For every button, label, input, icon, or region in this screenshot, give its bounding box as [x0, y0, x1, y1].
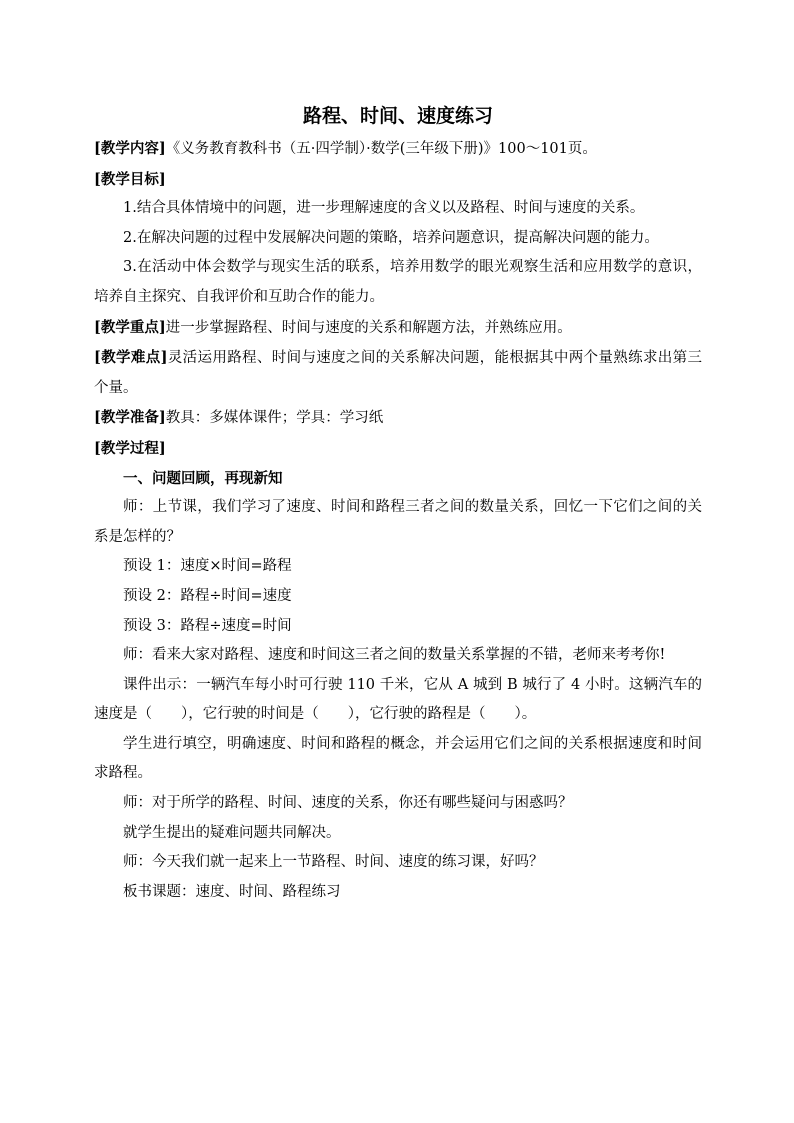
process-paragraph: 板书课题：速度、时间、路程练习 [123, 883, 341, 900]
teaching-content [94, 134, 702, 165]
section-heading: 一、问题回顾，再现新知 [123, 469, 283, 487]
teaching-content-label: [教学内容] [94, 140, 166, 157]
key-point-text: 进一步掌握路程、时间与速度的关系和解题方法，并熟练应用。 [165, 319, 572, 336]
key-point-label: [教学重点] [94, 318, 166, 336]
process-paragraph: 师：上节课，我们学习了速度、时间和路程三者之间的数量关系，回忆一下它们之间的关系是怎样的？ [94, 499, 702, 545]
process-paragraph: 预设 2：路程÷时间=速度 [123, 587, 292, 604]
process-paragraph: 师：看来大家对路程、速度和时间这三者之间的数量关系掌握的不错，老师来考考你! [123, 647, 666, 664]
process-paragraph: 预设 1：速度×时间=路程 [123, 558, 292, 575]
preparation [94, 403, 702, 434]
process-paragraph: 就学生提出的疑难问题共同解决。 [123, 824, 341, 841]
page-title: 路程、时间、速度练习 [302, 105, 493, 127]
lesson-plan-page [94, 98, 702, 907]
teaching-goals-label: [教学目标] [94, 170, 166, 188]
teaching-content-text: 《义务教育教科书（五·四学制）·数学(三年级下册)》100～101页。 [165, 141, 597, 157]
key-point [94, 313, 702, 344]
goal-item: 3.在活动中体会数学与现实生活的联系，培养用数学的眼光观察生活和应用数学的意识，培养自主探究、自我评价和互助合作的能力。 [94, 259, 702, 305]
difficulty [94, 343, 702, 403]
process-paragraph: 师：对于所学的路程、时间、速度的关系，你还有哪些疑问与困惑吗？ [123, 795, 573, 812]
teaching-process-label: [教学过程] [94, 439, 166, 457]
goal-item: 1.结合具体情境中的问题，进一步理解速度的含义以及路程、时间与速度的关系。 [123, 200, 645, 217]
process-paragraph: 师：今天我们就一起来上一节路程、时间、速度的练习课，好吗？ [123, 854, 544, 871]
process-paragraph: 预设 3：路程÷速度=时间 [123, 617, 292, 634]
process-paragraph: 课件出示：一辆汽车每小时可行驶 110 千米，它从 A 城到 B 城行了 4 小时。这辆汽车的速度是（ ），它行驶的时间是（ ），它行驶的路程是（ ）。 [94, 676, 702, 723]
difficulty-text: 灵活运用路程、时间与速度之间的关系解决问题，能根据其中两个量熟练求出第三个量。 [94, 350, 702, 396]
process-paragraph: 学生进行填空，明确速度、时间和路程的概念，并会运用它们之间的关系根据速度和时间求路程。 [94, 735, 702, 782]
goal-item: 2.在解决问题的过程中发展解决问题的策略，培养问题意识，提高解决问题的能力。 [123, 229, 659, 246]
preparation-text: 教具：多媒体课件；学具：学习纸 [165, 410, 384, 427]
difficulty-label: [教学难点] [94, 349, 168, 367]
preparation-label: [教学准备] [94, 409, 166, 427]
